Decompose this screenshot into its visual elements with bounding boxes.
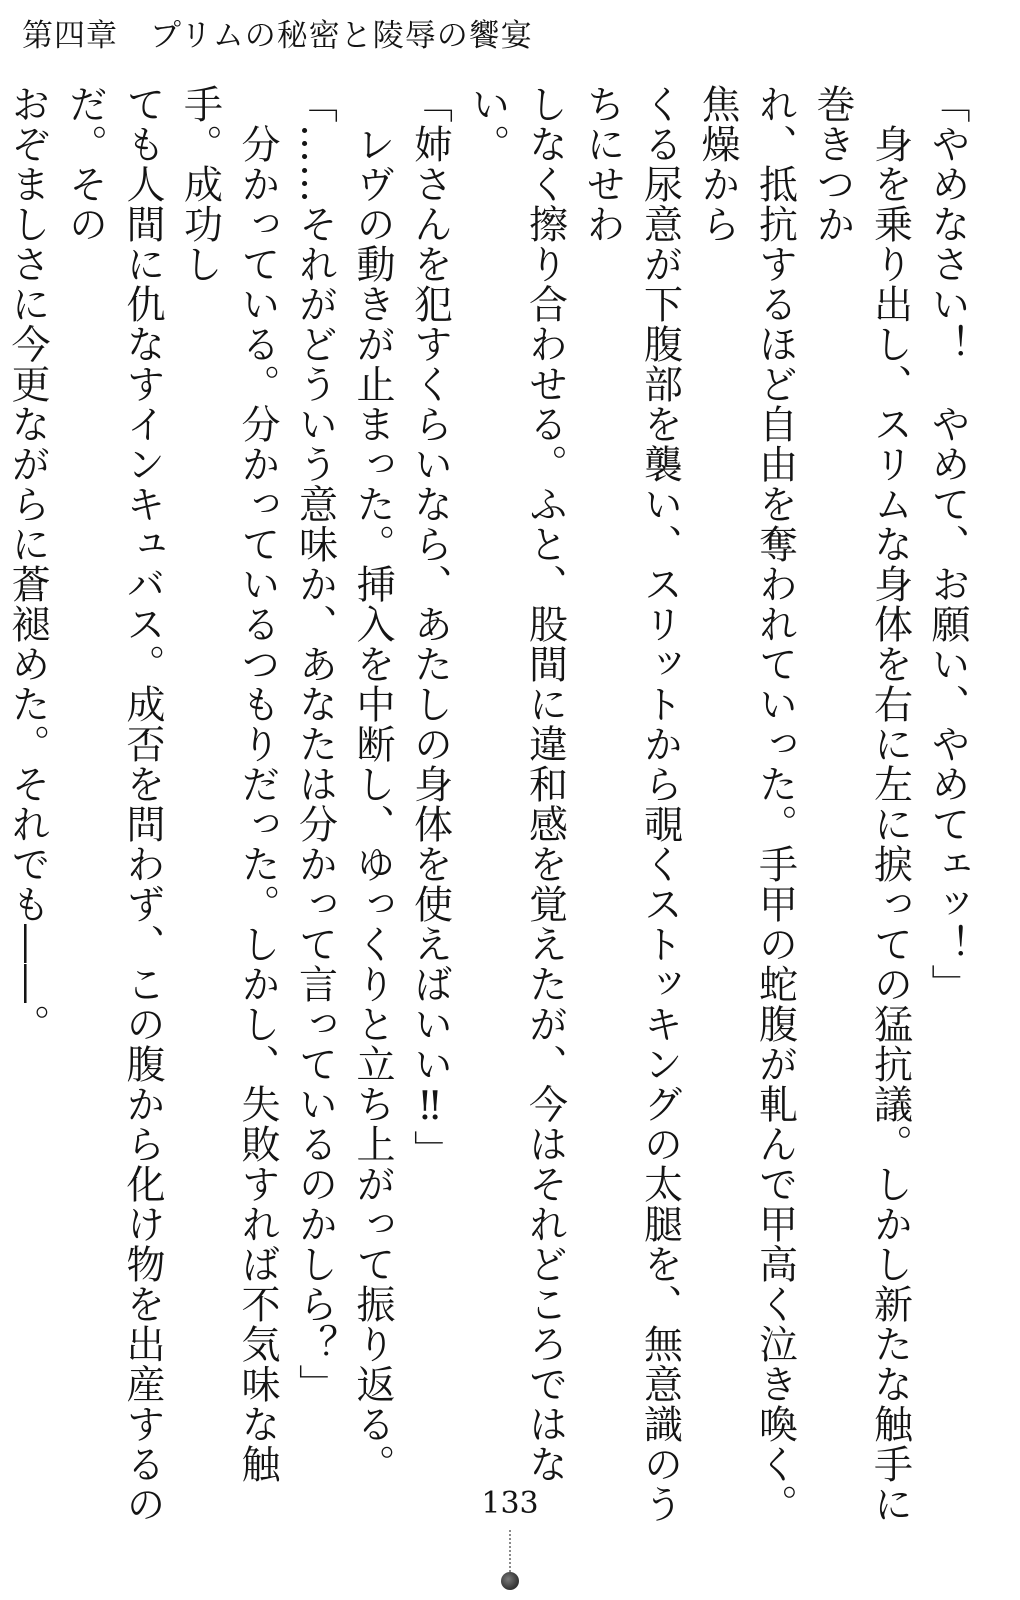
- page-number: 133: [481, 1486, 539, 1521]
- text-column: おぞましさに今更ながらに蒼褪めた。それでも――。: [5, 84, 50, 1044]
- folio-divider: [509, 1530, 511, 1576]
- text-column: 「……それがどういう意味か、あなたは分かって言っているのかしら？」: [292, 84, 338, 1404]
- text-column: 「やめなさい！ やめて、お願い、やめてェッ！」: [925, 84, 970, 1004]
- text-column: レヴの動きが止まった。挿入を中断し、ゆっくりと立ち上がって振り返る。: [350, 84, 395, 1484]
- text-column: れ、抵抗するほど自由を奪われていった。手甲の蛇腹が軋んで甲高く泣き喚く。焦燥から: [695, 84, 798, 1524]
- folio-ornament-icon: [501, 1572, 519, 1590]
- vertical-body-text: [5, 84, 976, 1524]
- text-column: しなく擦り合わせる。ふと、股間に違和感を覚えたが、今はそれどころではない。: [465, 84, 568, 1484]
- text-column: くる尿意が下腹部を襲い、スリットから覗くストッキングの太腿を、無意識のうちにせわ: [580, 84, 683, 1524]
- text-column: 身を乗り出し、スリムな身体を右に左に捩っての猛抗議。しかし新たな触手に巻きつか: [810, 84, 913, 1524]
- text-column: ても人間に仇なすインキュバス。成否を問わず、この腹から化け物を出産するのだ。その: [62, 84, 165, 1524]
- chapter-header: 第四章 プリムの秘密と陵辱の饗宴: [22, 18, 533, 54]
- text-column: 分かっている。分かっているつもりだった。しかし、失敗すれば不気味な触手。成功し: [177, 84, 280, 1484]
- text-column: 「姉さんを犯すくらいなら、あたしの身体を使えばいい‼」: [407, 84, 453, 1170]
